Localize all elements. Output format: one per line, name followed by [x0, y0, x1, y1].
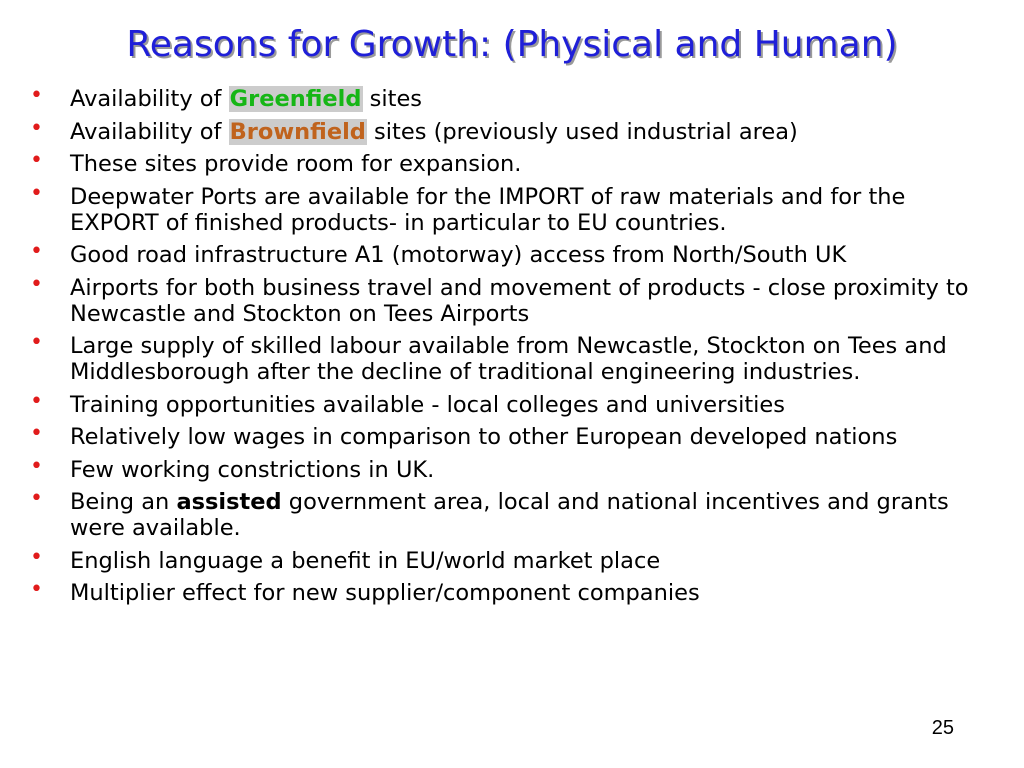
bullet-item-deepwater-ports [30, 180, 990, 236]
bullet-item-assisted-area [30, 486, 990, 541]
bullet-icon: • [30, 453, 43, 479]
bullet-item-low-wages [30, 421, 990, 450]
bullet-text: Training opportunities available - local colleges and universities [70, 391, 785, 418]
bullet-icon: • [30, 83, 43, 108]
bullet-text: Relatively low wages in comparison to other European developed nations [70, 424, 898, 450]
brownfield-highlight: Brownfield [229, 118, 366, 145]
bullet-text-pre: Availability of [70, 118, 229, 145]
assisted-bold: assisted [176, 489, 282, 515]
bullet-text: English language a benefit in EU/world market place [70, 547, 661, 574]
bullet-icon: • [30, 115, 43, 141]
bullet-icon: • [30, 544, 43, 570]
bullet-item-working-constrictions [30, 453, 990, 483]
bullet-item-multiplier-effect [30, 577, 990, 606]
bullet-text-post: sites [362, 86, 423, 112]
greenfield-highlight: Greenfield [229, 86, 362, 112]
bullet-item-road-infrastructure [30, 239, 990, 268]
bullet-item-brownfield [30, 115, 990, 145]
bullet-text: Few working constrictions in UK. [70, 456, 435, 483]
slide-title: Reasons for Growth: (Physical and Human) [126, 24, 898, 65]
bullet-item-training [30, 388, 990, 418]
page-number: 25 [931, 717, 954, 739]
bullet-item-greenfield [30, 83, 990, 112]
bullet-icon: • [30, 180, 43, 206]
bullet-icon: • [30, 271, 43, 297]
bullet-text-pre: Being an [70, 489, 177, 515]
bullet-text: Deepwater Ports are available for the IMPORT of raw materials and for the EXPORT of finished products- in particular to EU countries. [70, 183, 906, 236]
bullet-text-post: sites (previously used industrial area) [366, 118, 798, 145]
bullet-item-airports [30, 271, 990, 327]
bullet-icon: • [30, 421, 43, 446]
bullet-text-pre: Availability of [70, 86, 229, 112]
bullet-item-skilled-labour [30, 330, 990, 385]
bullet-item-room-for-expansion [30, 148, 990, 177]
bullet-item-english-language [30, 544, 990, 574]
bullet-text-post: government area, local and national incentives and grants were available. [70, 489, 949, 541]
bullet-icon: • [30, 388, 43, 414]
bullet-text: Airports for both business travel and movement of products - close proximity to Newcastle and Stockton on Tees Airports [70, 274, 969, 327]
bullet-icon: • [30, 148, 43, 173]
bullet-icon: • [30, 486, 43, 511]
bullet-text: These sites provide room for expansion. [70, 151, 522, 177]
bullet-text: Large supply of skilled labour available from Newcastle, Stockton on Tees and Middlesborough after the decline of traditional engineering industries. [70, 333, 947, 385]
bullet-text: Multiplier effect for new supplier/component companies [70, 580, 700, 606]
bullet-icon: • [30, 239, 43, 264]
bullet-text: Good road infrastructure A1 (motorway) access from North/South UK [70, 242, 847, 268]
bullet-icon: • [30, 577, 43, 602]
bullet-list [30, 83, 990, 613]
bullet-icon: • [30, 330, 43, 355]
